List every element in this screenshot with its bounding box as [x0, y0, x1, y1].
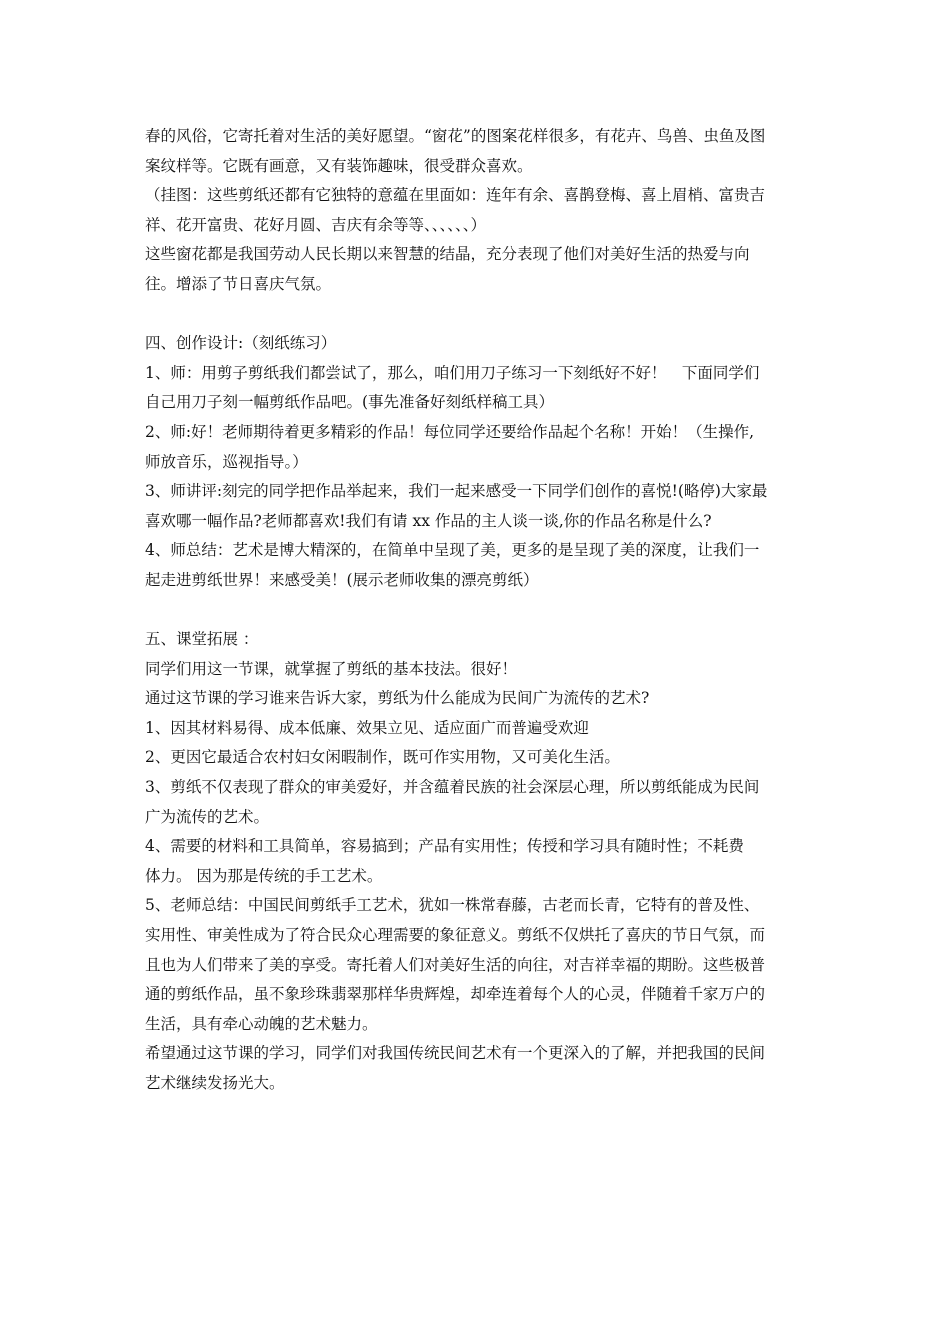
text-line: 体力。 因为那是传统的手工艺术。: [145, 866, 383, 885]
text-line: 春的风俗，它寄托着对生活的美好愿望。“窗花”的图案花样很多，有花卉、鸟兽、虫鱼及图: [145, 127, 766, 145]
section-four: [145, 329, 810, 595]
text-line: 喜欢哪一幅作品?老师都喜欢!我们有请 xx 作品的主人谈一谈,你的作品名称是什么?: [145, 511, 712, 530]
text-line: 5、老师总结：中国民间剪纸手工艺术，犹如一株常春藤，古老而长青，它特有的普及性、: [145, 896, 760, 915]
text-line: 艺术继续发扬光大。: [145, 1074, 285, 1092]
text-line: 4、需要的材料和工具简单，容易搞到；产品有实用性；传授和学习具有随时性；不耗费: [145, 837, 744, 856]
blank-line: [145, 300, 810, 330]
text-line: 师放音乐，巡视指导。）: [145, 452, 308, 471]
text-line: （挂图：这些剪纸还都有它独特的意蕴在里面如：连年有余、喜鹊登梅、喜上眉梢、富贵吉: [145, 186, 766, 205]
document-page: [145, 122, 810, 1099]
text-line: 2、师:好！老师期待着更多精彩的作品！每位同学还要给作品起个名称！开始！（生操作,: [145, 422, 755, 441]
text-line: 同学们用这一节课，就掌握了剪纸的基本技法。很好！: [145, 659, 518, 678]
section-heading: 五、课堂拓展 ：: [145, 630, 259, 649]
text-line: 广为流传的艺术。: [145, 807, 270, 826]
text-line: 这些窗花都是我国劳动人民长期以来智慧的结晶，充分表现了他们对美好生活的热爱与向: [145, 245, 750, 264]
text-line: 实用性、审美性成为了符合民众心理需要的象征意义。剪纸不仅烘托了喜庆的节日气氛，而: [145, 926, 766, 945]
blank-line: [145, 596, 810, 626]
text-line: 祥、花开富贵、花好月圆、吉庆有余等等、、、、、、）: [145, 215, 487, 234]
section-heading: 四、创作设计:（刻纸练习）: [145, 334, 337, 353]
text-line: 生活，具有牵心动魄的艺术魅力。: [145, 1014, 378, 1033]
text-line: 往。增添了节日喜庆气氛。: [145, 274, 332, 293]
text-line: 案纹样等。它既有画意，又有装饰趣味，很受群众喜欢。: [145, 156, 533, 175]
text-line: 2、更因它最适合农村妇女闲暇制作，既可作实用物，又可美化生活。: [145, 748, 620, 767]
text-line: 通过这节课的学习谁来告诉大家，剪纸为什么能成为民间广为流传的艺术?: [145, 689, 650, 708]
text-line: 希望通过这节课的学习，同学们对我国传统民间艺术有一个更深入的了解，并把我国的民间: [145, 1044, 766, 1063]
intro-paragraphs: [145, 122, 810, 300]
text-line: 通的剪纸作品，虽不象珍珠翡翠那样华贵辉煌，却牵连着每个人的心灵，伴随着千家万户的: [145, 985, 766, 1004]
text-line: 1、因其材料易得、成本低廉、效果立见、适应面广而普遍受欢迎: [145, 718, 589, 737]
text-line: 自己用刀子刻一幅剪纸作品吧。(事先准备好刻纸样稿工具）: [145, 393, 555, 412]
text-line: 且也为人们带来了美的享受。寄托着人们对美好生活的向往，对吉祥幸福的期盼。这些极普: [145, 955, 766, 974]
section-five: [145, 625, 810, 1099]
text-line: 4、师总结：艺术是博大精深的，在简单中呈现了美，更多的是呈现了美的深度，让我们一: [145, 541, 760, 560]
text-line: 3、剪纸不仅表现了群众的审美爱好，并含蕴着民族的社会深层心理，所以剪纸能成为民间: [145, 778, 760, 797]
text-line: 1、师：用剪子剪纸我们都尝试了，那么，咱们用刀子练习一下刻纸好不好！ 下面同学们: [145, 363, 760, 382]
text-line: 3、师讲评:刻完的同学把作品举起来，我们一起来感受一下同学们创作的喜悦!(略停)大家最: [145, 482, 768, 501]
text-line: 起走进剪纸世界！来感受美！(展示老师收集的漂亮剪纸）: [145, 570, 539, 589]
